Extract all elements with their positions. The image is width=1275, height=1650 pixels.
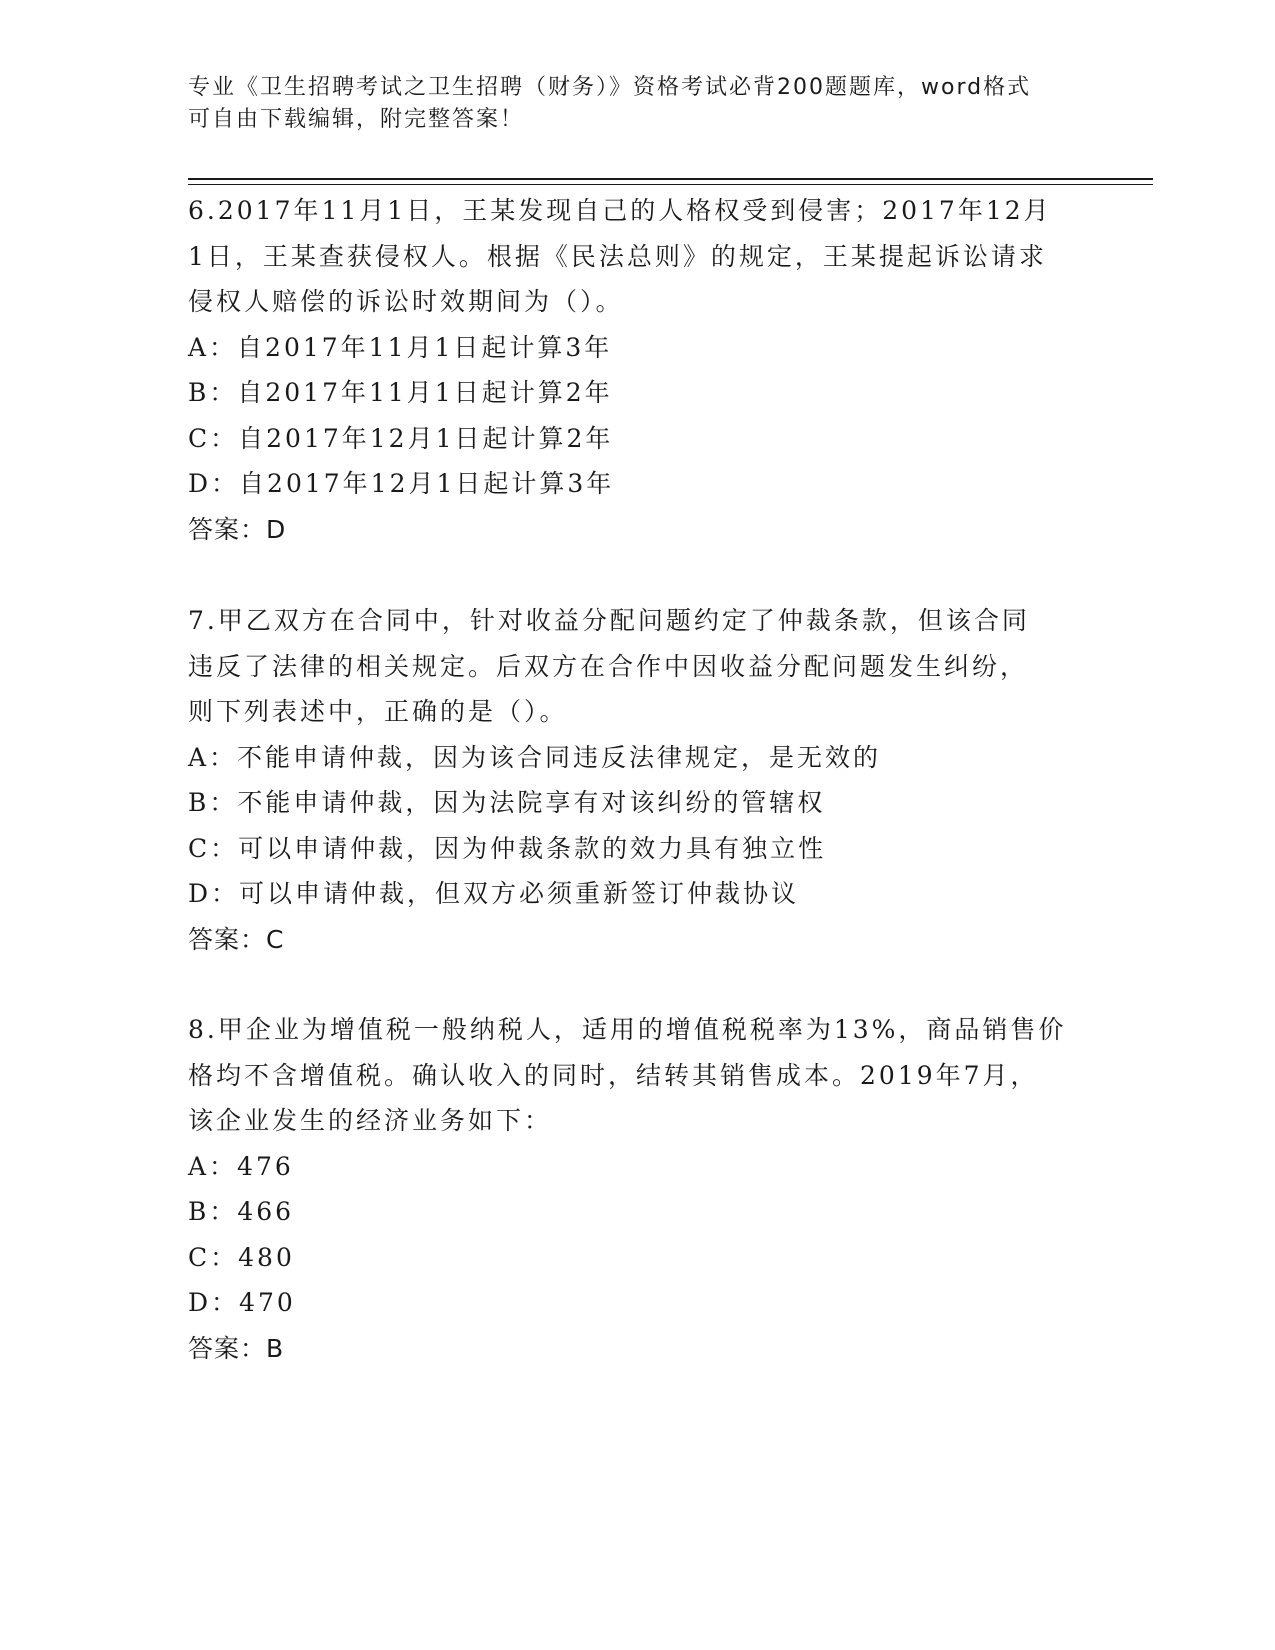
option-c: C：自2017年12月1日起计算2年	[188, 423, 614, 453]
option-a: A：不能申请仲裁，因为该合同违反法律规定，是无效的	[188, 742, 882, 772]
option-d: D：可以申请仲裁，但双方必须重新签订仲裁协议	[188, 879, 800, 908]
stem-line: 格均不含增值税。确认收入的同时，结转其销售成本。2019年7月，	[188, 1060, 1039, 1090]
option-list	[188, 325, 1088, 507]
header-line: 专业《卫生招聘考试之卫生招聘（财务）》资格考试必背200题题库，word格式	[188, 75, 1032, 100]
option-c: C：480	[188, 1242, 295, 1272]
question-6	[188, 188, 1088, 552]
document-header	[188, 72, 1088, 136]
question-7	[188, 598, 1088, 962]
stem-line: 该企业发生的经济业务如下：	[188, 1106, 553, 1135]
option-b: B：466	[188, 1197, 295, 1226]
question-8	[188, 1007, 1088, 1371]
option-a: A：476	[188, 1151, 294, 1181]
stem-line: 8.甲企业为增值税一般纳税人，适用的增值税税率为13%，商品销售价	[188, 1015, 1067, 1044]
header-line: 可自由下载编辑，附完整答案！	[188, 107, 525, 132]
question-stem	[188, 188, 1088, 325]
stem-line: 违反了法律的相关规定。后双方在合作中因收益分配问题发生纠纷，	[188, 651, 1029, 681]
stem-line: 6.2017年11月1日，王某发现自己的人格权受到侵害；2017年12月	[188, 196, 1052, 225]
option-a: A：自2017年11月1日起计算3年	[188, 332, 613, 362]
header-divider-thick	[188, 178, 1153, 180]
stem-line: 1日，王某查获侵权人。根据《民法总则》的规定，王某提起诉讼请求	[188, 241, 1047, 271]
option-b: B：不能申请仲裁，因为法院享有对该纠纷的管辖权	[188, 788, 826, 817]
option-c: C：可以申请仲裁，因为仲裁条款的效力具有独立性	[188, 833, 827, 863]
header-divider-thin	[188, 184, 1153, 185]
answer-line: 答案：B	[188, 1333, 285, 1363]
stem-line: 则下列表述中，正确的是（）。	[188, 697, 568, 726]
option-b: B：自2017年11月1日起计算2年	[188, 378, 613, 407]
answer-line: 答案：C	[188, 924, 285, 954]
stem-line: 侵权人赔偿的诉讼时效期间为（）。	[188, 287, 624, 316]
stem-line: 7.甲乙双方在合同中，针对收益分配问题约定了仲裁条款，但该合同	[188, 606, 1030, 635]
option-list	[188, 1144, 1088, 1326]
option-d: D：自2017年12月1日起计算3年	[188, 469, 615, 498]
option-list	[188, 735, 1088, 917]
question-stem	[188, 1007, 1088, 1144]
question-stem	[188, 598, 1088, 735]
answer-line: 答案：D	[188, 514, 287, 544]
option-d: D：470	[188, 1288, 296, 1317]
